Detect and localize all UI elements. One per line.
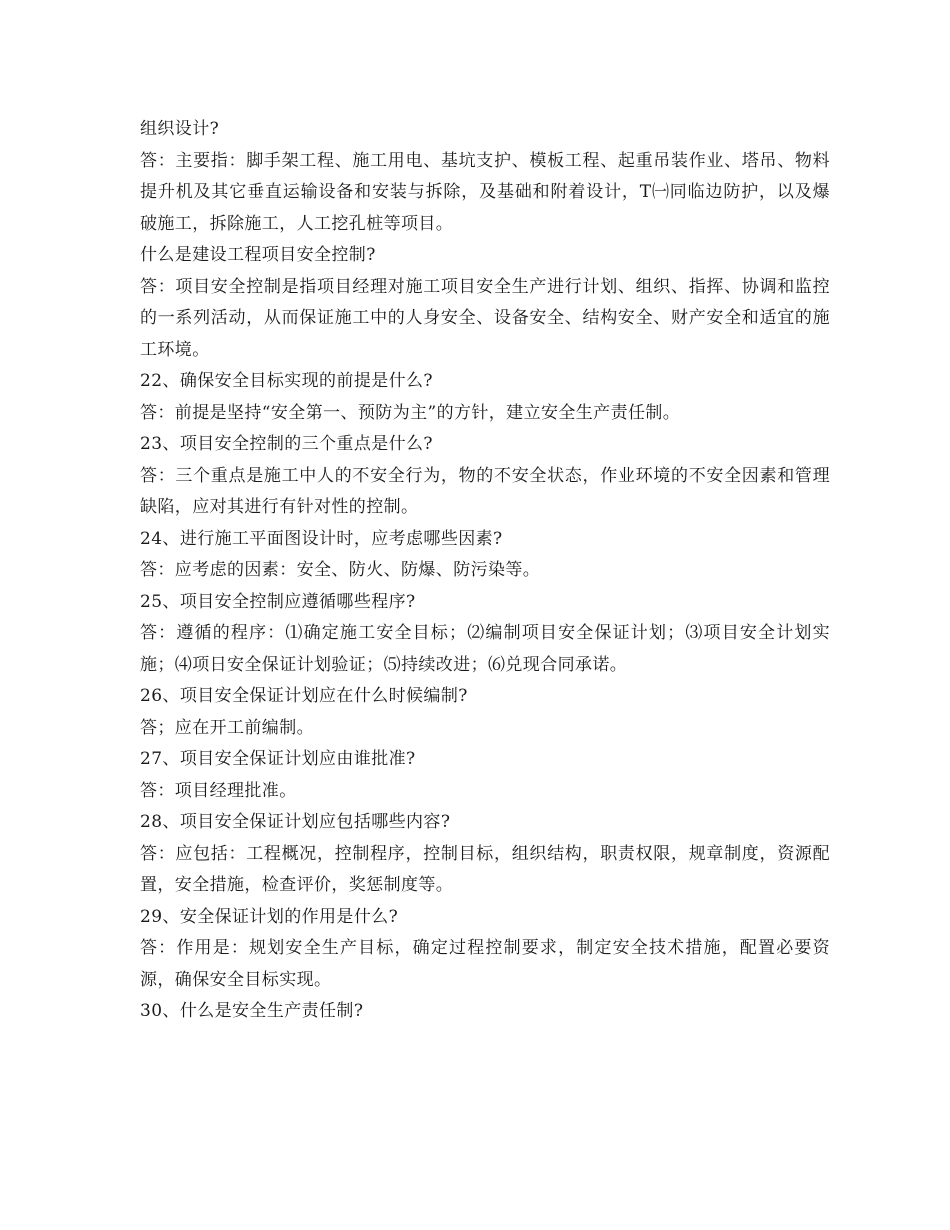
answer-paragraph: 答；应在开工前编制。 bbox=[140, 717, 314, 738]
answer-paragraph: 答：应包括：工程概况，控制程序，控制目标，组织结构，职责权限，规章制度，资源配置，安全措施，检查评价，奖惩制度等。 bbox=[140, 843, 830, 895]
paragraph-continuation: 组织设计? bbox=[140, 119, 220, 139]
question-paragraph: 23、项目安全控制的三个重点是什么? bbox=[140, 434, 433, 454]
question-paragraph: 什么是建设工程项目安全控制? bbox=[140, 245, 376, 265]
question-paragraph: 27、项目安全保证计划应由谁批准? bbox=[140, 749, 416, 769]
answer-paragraph: 答：主要指：脚手架工程、施工用电、基坑支护、模板工程、起重吊装作业、塔吊、物料提升机及其它垂直运输设备和安装与拆除，及基础和附着设计，T㈠同临边防护，以及爆破施工，拆除施工，人工挖孔桩等项目。 bbox=[140, 150, 830, 234]
answer-paragraph: 答：项目经理批准。 bbox=[140, 780, 297, 801]
question-paragraph: 29、安全保证计划的作用是什么? bbox=[140, 906, 399, 927]
question-paragraph: 22、确保安全目标实现的前提是什么? bbox=[140, 371, 433, 391]
answer-paragraph: 答：遵循的程序：⑴确定施工安全目标；⑵编制项目安全保证计划；⑶项目安全计划实施；⑷项日安全保证计划验证；⑸持续改进；⑹兑现合同承诺。 bbox=[140, 623, 830, 675]
question-paragraph: 26、项目安全保证计划应在什么时候编制? bbox=[140, 686, 468, 706]
answer-paragraph: 答：作用是：规划安全生产目标，确定过程控制要求，制定安全技术措施，配置必要资源，确保安全目标实现。 bbox=[140, 938, 830, 990]
question-paragraph: 28、项目安全保证计划应包括哪些内容? bbox=[140, 812, 451, 832]
question-paragraph: 24、进行施工平面图设计时，应考虑哪些因素? bbox=[140, 528, 503, 549]
answer-paragraph: 答：应考虑的因素：安全、防火、防爆、防污染等。 bbox=[140, 560, 541, 580]
question-paragraph: 30、什么是安全生产责任制? bbox=[140, 1001, 364, 1021]
question-paragraph: 25、项目安全控制应遵循哪些程序? bbox=[140, 591, 416, 612]
answer-paragraph: 答：项目安全控制是指项目经理对施工项目安全生产进行计划、组织、指挥、协调和监控的一系列活动，从而保证施工中的人身安全、设备安全、结构安全、财产安全和适宜的施工环境。 bbox=[140, 276, 830, 360]
document-body bbox=[140, 114, 830, 1028]
answer-paragraph: 答：前提是坚持“安全第一、预防为主”的方针，建立安全生产责任制。 bbox=[140, 402, 681, 423]
answer-paragraph: 答：三个重点是施工中人的不安全行为，物的不安全状态，作业环境的不安全因素和管理缺陷，应对其进行有针对性的控制。 bbox=[140, 465, 830, 517]
